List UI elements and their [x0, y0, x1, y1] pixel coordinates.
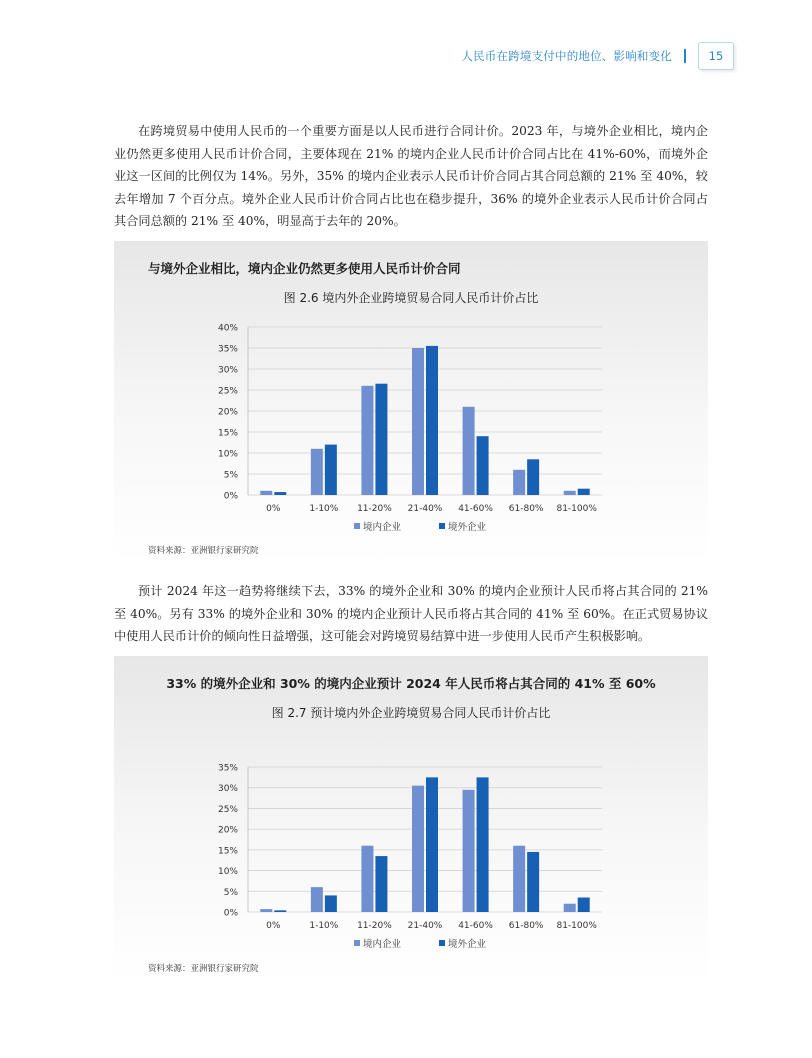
y-tick-label: 0% — [223, 491, 238, 502]
bar-domestic — [311, 449, 323, 495]
y-tick-label: 40% — [217, 323, 238, 334]
legend-label: 境外企业 — [448, 939, 487, 950]
bar-domestic — [311, 887, 323, 912]
bar-domestic — [361, 386, 373, 495]
bar-foreign — [578, 898, 590, 913]
panel-heading-1: 与境外企业相比，境内企业仍然更多使用人民币计价合同 — [148, 261, 461, 276]
x-tick-label: 61-80% — [508, 504, 544, 514]
legend-swatch — [354, 940, 360, 946]
x-tick-label: 61-80% — [508, 921, 544, 931]
legend-swatch — [439, 523, 445, 529]
bar-domestic — [513, 470, 525, 495]
x-tick-label: 11-20% — [357, 921, 392, 931]
source-note-1: 资料来源：亚洲银行家研究院 — [148, 546, 259, 556]
bar-foreign — [274, 492, 286, 495]
legend-swatch — [439, 940, 445, 946]
y-tick-label: 25% — [217, 804, 238, 815]
y-tick-label: 10% — [217, 867, 238, 878]
bar-foreign — [527, 459, 539, 495]
y-tick-label: 15% — [217, 846, 238, 857]
bar-domestic — [361, 846, 373, 912]
x-tick-label: 21-40% — [407, 921, 443, 931]
x-tick-label: 81-100% — [556, 921, 597, 931]
bar-foreign — [477, 436, 489, 495]
y-tick-label: 10% — [217, 449, 238, 460]
bar-foreign — [375, 384, 387, 495]
bar-foreign — [578, 489, 590, 495]
bar-chart-1 — [114, 241, 708, 564]
legend-swatch — [354, 523, 360, 529]
source-note-2: 资料来源：亚洲银行家研究院 — [148, 964, 259, 974]
bar-domestic — [260, 491, 272, 495]
x-tick-label: 1-10% — [309, 504, 339, 514]
bar-domestic — [412, 786, 424, 912]
bar-chart-2 — [114, 656, 708, 982]
bar-domestic — [564, 491, 576, 495]
bar-domestic — [412, 348, 424, 495]
header-title: 人民币在跨境支付中的地位、影响和变化 — [461, 49, 672, 63]
x-tick-label: 0% — [266, 504, 281, 514]
y-tick-label: 15% — [217, 428, 238, 439]
header-divider — [684, 49, 686, 63]
page-number: 15 — [698, 42, 734, 70]
bar-foreign — [527, 852, 539, 912]
bar-domestic — [513, 846, 525, 912]
bar-domestic — [564, 904, 576, 912]
y-tick-label: 20% — [217, 825, 238, 836]
x-tick-label: 81-100% — [556, 504, 597, 514]
page-header — [461, 42, 734, 70]
y-tick-label: 25% — [217, 386, 238, 397]
y-tick-label: 30% — [217, 365, 238, 376]
x-tick-label: 0% — [266, 921, 281, 931]
legend-label: 境内企业 — [363, 939, 402, 950]
bar-foreign — [375, 856, 387, 912]
bar-domestic — [260, 909, 272, 912]
chart-panel-2 — [114, 656, 708, 982]
y-tick-label: 35% — [217, 344, 238, 355]
x-tick-label: 1-10% — [309, 921, 339, 931]
figure-title-1: 图 2.6 境内外企业跨境贸易合同人民币计价占比 — [283, 291, 539, 305]
x-tick-label: 41-60% — [458, 504, 493, 514]
bar-foreign — [325, 445, 337, 495]
x-tick-label: 11-20% — [357, 504, 392, 514]
y-tick-label: 5% — [223, 470, 238, 481]
bar-foreign — [426, 346, 438, 495]
bar-foreign — [325, 895, 337, 912]
y-tick-label: 0% — [223, 908, 238, 919]
paragraph-1: 在跨境贸易中使用人民币的一个重要方面是以人民币进行合同计价。2023 年，与境外企业相比，境内企业仍然更多使用人民币计价合同，主要体现在 21% 的境内企业人民币计价合同占比在 41%-60%，而境外企业这一区间的比例仅为 14%。另外，35% 的境内企业表示人民币计价合同占其合同总额的 21% 至 40%，较去年增加 7 个百分点。境外企业人民币计价合同占比也在稳步提升，36% 的境外企业表示人民币计价合同占其合同总额的 21% 至 40%，明显高于去年的 20%。 — [114, 124, 708, 228]
y-tick-label: 30% — [217, 784, 238, 795]
bar-domestic — [463, 790, 475, 912]
panel-heading-2: 33% 的境外企业和 30% 的境内企业预计 2024 年人民币将占其合同的 41% 至 60% — [166, 676, 656, 691]
y-tick-label: 35% — [217, 763, 238, 774]
chart-panel-1 — [114, 241, 708, 564]
bar-domestic — [463, 407, 475, 495]
paragraph-2: 预计 2024 年这一趋势将继续下去，33% 的境外企业和 30% 的境内企业预计人民币将占其合同的 21% 至 40%。另有 33% 的境外企业和 30% 的境内企业预计人民币将占其合同的 41% 至 60%。在正式贸易协议中使用人民币计价的倾向性日益增强，这可能会对跨境贸易结算中进一步使用人民币产生积极影响。 — [114, 584, 708, 643]
legend-label: 境外企业 — [448, 522, 487, 533]
y-tick-label: 20% — [217, 407, 238, 418]
bar-foreign — [477, 777, 489, 912]
x-tick-label: 21-40% — [407, 504, 443, 514]
legend-label: 境内企业 — [363, 522, 402, 533]
y-tick-label: 5% — [223, 887, 238, 898]
bar-foreign — [426, 777, 438, 912]
bar-foreign — [274, 910, 286, 912]
figure-title-2: 图 2.7 预计境内外企业跨境贸易合同人民币计价占比 — [271, 706, 551, 720]
x-tick-label: 41-60% — [458, 921, 493, 931]
